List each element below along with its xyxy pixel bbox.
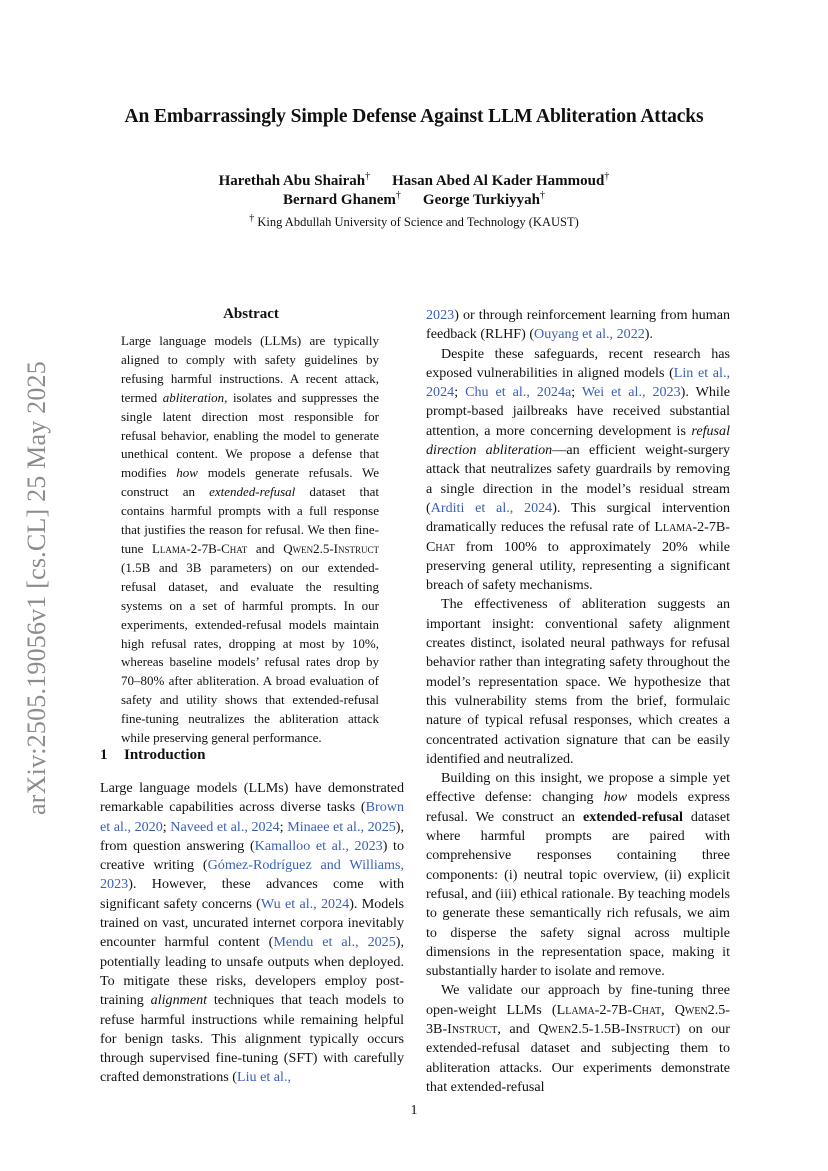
citation-link[interactable]: Kamalloo et al., 2023	[254, 837, 383, 854]
right-column-text	[426, 306, 730, 1097]
citation-link[interactable]: Wu et al., 2024	[260, 895, 350, 912]
abstract-heading: Abstract	[223, 306, 279, 322]
model-name: Qwen2.5-3B-Instruct	[426, 1001, 730, 1037]
abstract-body: Large language models (LLMs) are typically aligned to comply with safety guidelines by refusing harmful instructions. A recent attack, termed abliteration, isolates and suppresses the single latent direction most responsible for refusal behavior, enabling the model to generate unethical content. We propose a defense that modifies how models generate refusals. We construct an extended-refusal dataset that contains harmful prompts with a full response that justifies the reason for refusal. We then fine-tune Llama-2-7B-Chat and Qwen2.5-Instruct (1.5B and 3B parameters) on our extended-refusal dataset, and evaluate the resulting systems on a set of harmful prompts. In our experiments, extended-refusal models maintain high refusal rates, dropping at most by 10%, whereas baseline models’ refusal rates drop by 70–80% after abliteration. A broad evaluation of safety and utility shows that extended-refusal fine-tuning neutralizes the abliteration attack while preserving general performance.	[121, 333, 380, 746]
model-name: Llama-2-7B-Chat	[426, 519, 730, 555]
citation-link[interactable]: Mendu et al., 2025	[273, 934, 396, 951]
author-name: Harethah Abu Shairah	[218, 173, 366, 189]
citation-link[interactable]: Ouyang et al., 2022	[534, 326, 645, 343]
citation-link[interactable]: Chu et al., 2024a	[465, 384, 572, 401]
author-name: George Turkiyyah	[422, 192, 541, 208]
intro-paragraph: Building on this insight, we propose a simple yet effective defense: changing how models express refusal. We construct an extended-refusal dataset where harmful prompts are paired with comprehensive responses containing three components: (i) neutral topic overview, (ii) explicit refusal, and (iii) ethical rationale. By teaching models to generate these semantically rich refusals, we aim to disperse the safety signal across multiple dimensions in the representation space, making it substantially harder to isolate and remove.	[426, 770, 731, 980]
intro-paragraph: Despite these safeguards, recent research has exposed vulnerabilities in aligned models (Lin et al., 2024; Chu et al., 2024a; Wei et al., 2023). While prompt-based jailbreaks have received substantial attention, a more concerning development is refusal direction abliteration—an efficient weight-surgery attack that neutralizes safety guardrails by removing a single direction in the model’s residual stream (Arditi et al., 2024). This surgical intervention dramatically reduces the refusal rate of Llama-2-7B-Chat from 100% to approximately 20% while preserving general utility, representing a significant breach of safety mechanisms.	[426, 345, 731, 594]
citation-link[interactable]: Minaee et al., 2025	[287, 818, 396, 835]
model-name: Qwen2.5-Instruct	[283, 540, 379, 556]
author-line-1	[0, 171, 828, 190]
section-heading-introduction	[100, 747, 205, 764]
left-column-text	[100, 779, 404, 1088]
section-number: 1	[100, 747, 108, 763]
citation-link[interactable]: 2023	[426, 307, 455, 323]
citation-link[interactable]: Naveed et al., 2024	[170, 818, 280, 835]
model-name: Llama-2-7B-Chat	[151, 540, 248, 556]
affiliation	[0, 213, 828, 230]
author-name: Bernard Ghanem	[282, 192, 396, 208]
paper-title: An Embarrassingly Simple Defense Against LLM Abliteration Attacks	[124, 106, 704, 127]
model-name: Qwen2.5-1.5B-Instruct	[538, 1020, 676, 1037]
citation-link[interactable]: Brown et al., 2020	[100, 799, 404, 835]
intro-paragraph: The effectiveness of abliteration suggests an important insight: conventional safety alignment creates distinct, isolated neural pathways for refusal behavior rather than integrating safety throughout the model’s representation space. We hypothesize that this vulnerability stems from the brief, formulaic nature of typical refusal responses, which creates a concentrated activation signature that can be easily identified and neutralized.	[426, 596, 730, 767]
author-name: Hasan Abed Al Kader Hammoud	[392, 173, 605, 189]
intro-paragraph: We validate our approach by fine-tuning three open-weight LLMs (Llama-2-7B-Chat, Qwen2.5-3B-Instruct, and Qwen2.5-1.5B-Instruct) on our extended-refusal dataset and subjecting them to abliteration attacks. Our experiments demonstrate that extended-refusal	[426, 982, 730, 1095]
citation-link[interactable]: Liu et al.,	[236, 1069, 291, 1086]
citation-link[interactable]: Wei et al., 2023	[581, 384, 681, 401]
arxiv-sidebar-id: arXiv:2505.19056v1 [cs.CL] 25 May 2025	[22, 361, 51, 815]
intro-paragraph-continued: 2023) or through reinforcement learning from human feedback (RLHF) (Ouyang et al., 2022).	[426, 307, 730, 343]
author-affil-mark: †	[604, 171, 610, 182]
affiliation-mark: †	[249, 213, 255, 224]
citation-link[interactable]: Gómez-Rodríguez and Williams, 2023	[100, 857, 405, 893]
author-affil-mark: †	[540, 190, 546, 201]
citation-link[interactable]: Lin et al., 2024	[426, 364, 730, 401]
section-title: Introduction	[124, 747, 206, 763]
author-affil-mark: †	[395, 190, 401, 201]
model-name: Llama-2-7B-Chat	[556, 1001, 662, 1018]
intro-paragraph: Large language models (LLMs) have demonstrated remarkable capabilities across diverse tasks (Brown et al., 2020; Naveed et al., 2024; Minaee et al., 2025), from question answering (Kamalloo et al., 2023) to creative writing (Gómez-Rodríguez and Williams, 2023). However, these advances come with significant safety concerns (Wu et al., 2024). Models trained on vast, uncurated internet corpora inevitably encounter harmful content (Mendu et al., 2025), potentially leading to unsafe outputs when deployed. To mitigate these risks, developers employ post-training alignment techniques that teach models to refuse harmful instructions while remaining helpful for benign tasks. This alignment typically occurs through supervised fine-tuning (SFT) with carefully crafted demonstrations (Liu et al.,	[100, 780, 405, 1086]
author-affil-mark: †	[365, 171, 371, 182]
affiliation-text: King Abdullah University of Science and Technology (KAUST)	[257, 215, 579, 230]
author-line-2	[0, 190, 828, 209]
citation-link[interactable]: Arditi et al., 2024	[430, 499, 553, 516]
page-number: 1	[410, 1103, 418, 1118]
